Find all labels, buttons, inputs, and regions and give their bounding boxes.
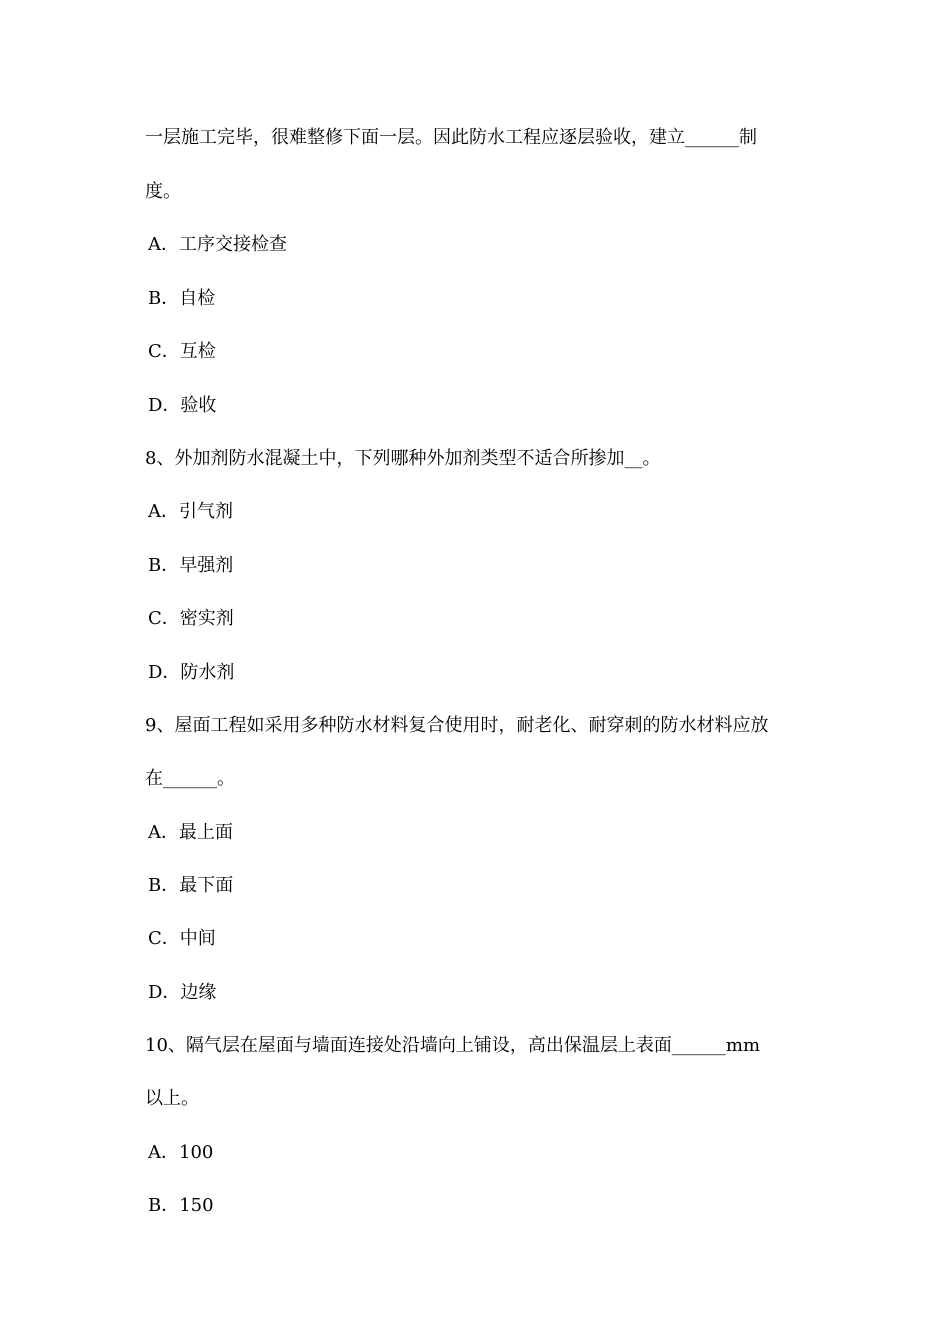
answer-option: C．中间	[148, 928, 216, 949]
answer-option: A．引气剂	[148, 501, 233, 522]
question-text-line: 一层施工完毕，很难整修下面一层。因此防水工程应逐层验收，建立______制	[145, 127, 757, 148]
answer-option: C．密实剂	[148, 608, 234, 629]
answer-option: A．工序交接检查	[148, 234, 287, 255]
question-text-line: 8、外加剂防水混凝土中，下列哪种外加剂类型不适合所掺加__。	[145, 448, 661, 469]
answer-option: D．边缘	[148, 982, 217, 1003]
answer-option: D．验收	[148, 395, 217, 416]
question-text-line: 度。	[145, 181, 181, 202]
question-text-line: 9、屋面工程如采用多种防水材料复合使用时，耐老化、耐穿刺的防水材料应放	[145, 715, 769, 736]
answer-option: D．防水剂	[148, 662, 235, 683]
question-text-line: 10、隔气层在屋面与墙面连接处沿墙向上铺设，高出保温层上表面______mm	[145, 1035, 761, 1056]
answer-option: A．100	[148, 1142, 214, 1163]
answer-option: C．互检	[148, 341, 216, 362]
answer-option: B．150	[148, 1195, 214, 1216]
question-text-line: 在______。	[145, 768, 235, 789]
question-text-line: 以上。	[145, 1088, 199, 1109]
answer-option: B．自检	[148, 288, 216, 309]
answer-option: B．早强剂	[148, 555, 234, 576]
answer-option: B．最下面	[148, 875, 234, 896]
answer-option: A．最上面	[148, 822, 233, 843]
